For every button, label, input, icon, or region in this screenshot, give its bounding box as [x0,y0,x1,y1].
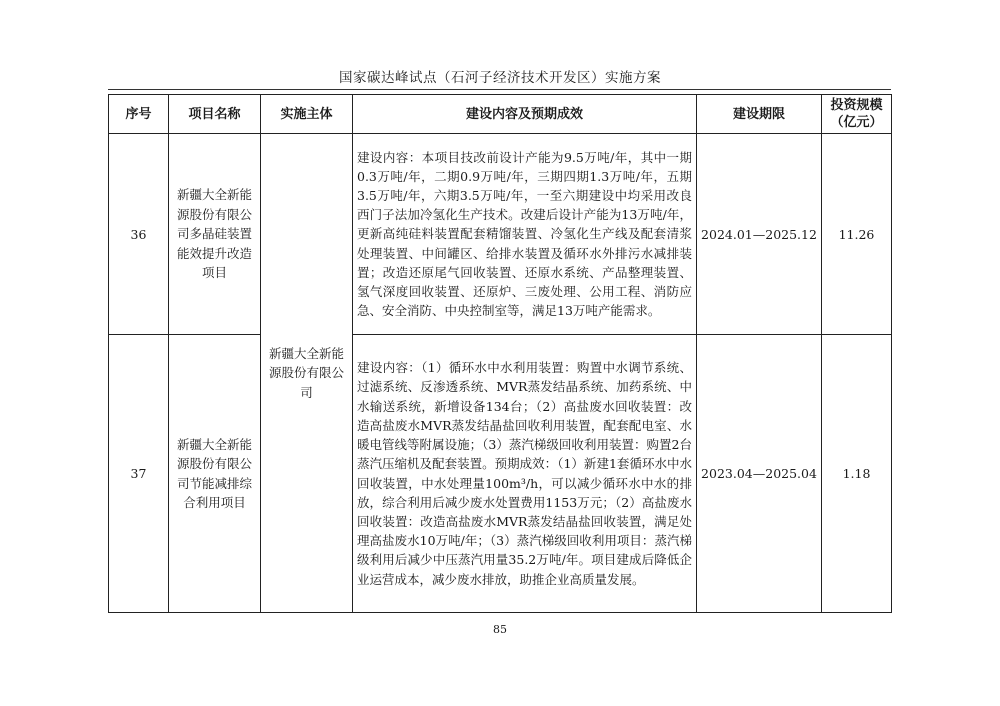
page-header-title: 国家碳达峰试点（石河子经济技术开发区）实施方案 [339,70,661,86]
row-investment: 1.18 [822,335,892,613]
row-investment: 11.26 [822,134,892,335]
page-number: 85 [493,623,507,636]
row-content: 建设内容：（1）循环水中水利用装置：购置中水调节系统、过滤系统、反渗透系统、MVR蒸发结晶系统、加药系统、中水输送系统，新增设备134台；（2）高盐废水回收装置：改造高盐废水MVR蒸发结晶盐回收利用装置，配套配电室、水暖电管线等附属设施；（3）蒸汽梯级回收利用装置：购置2台蒸汽压缩机及配套装置。预期成效：（1）新建1套循环水中水回收装置，中水处理量100m³/h，可以减少循环水中水的排放，综合利用后减少废水处置费用1153万元；（2）高盐废水回收装置：改造高盐废水MVR蒸发结晶盐回收装置，满足处理高盐废水10万吨/年；（3）蒸汽梯级回收利用项目：蒸汽梯级利用后减少中压蒸汽用量35.2万吨/年。项目建成后降低企业运营成本，减少废水排放，助推企业高质量发展。 [353,335,697,613]
row-project-name: 新疆大全新能源股份有限公司多晶硅装置能效提升改造项目 [169,134,261,335]
row-project-name: 新疆大全新能源股份有限公司节能减排综合利用项目 [169,335,261,613]
row-period: 2024.01—2025.12 [697,134,822,335]
header-no: 序号 [109,95,169,134]
header-content: 建设内容及预期成效 [353,95,697,134]
project-table [108,94,892,613]
header-name: 项目名称 [169,95,261,134]
header-divider [108,89,891,90]
header-investment: 投资规模（亿元） [822,95,892,134]
row-no: 36 [109,134,169,335]
row-implementing-entity: 新疆大全新能源股份有限公司 [261,134,353,613]
table-row [109,134,892,335]
row-period: 2023.04—2025.04 [697,335,822,613]
table-row [109,335,892,613]
table-header-row [109,95,892,134]
row-content: 建设内容：本项目技改前设计产能为9.5万吨/年，其中一期0.3万吨/年，二期0.9万吨/年，三期四期1.3万吨/年，五期3.5万吨/年，六期3.5万吨/年，一至六期建设中均采用改良西门子法加冷氢化生产技术。改建后设计产能为13万吨/年，更新高纯硅料装置配套精馏装置、冷氢化生产线及配套清浆处理装置、中间罐区、给排水装置及循环水外排污水减排装置；改造还原尾气回收装置、还原水系统、产品整理装置、氢气深度回收装置、还原炉、三废处理、公用工程、消防应急、安全消防、中央控制室等，满足13万吨产能需求。 [353,134,697,335]
header-period: 建设期限 [697,95,822,134]
header-entity: 实施主体 [261,95,353,134]
row-no: 37 [109,335,169,613]
